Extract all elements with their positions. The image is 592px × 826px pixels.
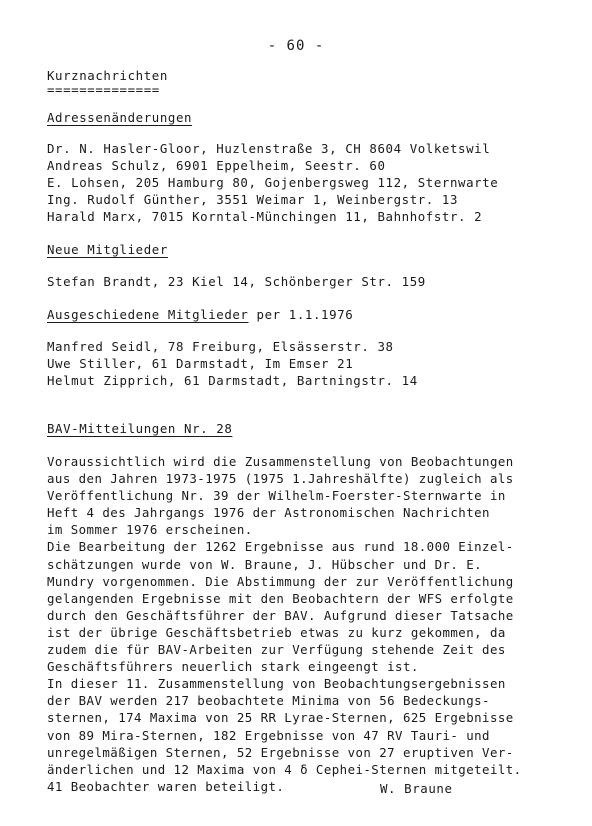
- paragraph-line: Heft 4 des Jahrgangs 1976 der Astronomischen Nachrichten: [47, 505, 490, 521]
- paragraph-line: änderlichen und 12 Maxima von 4 δ Cephei-Sternen mitgeteilt.: [47, 761, 522, 777]
- paragraph-line: von 89 Mira-Sternen, 182 Ergebnisse von 47 RV Tauri- und: [47, 727, 490, 743]
- paragraph-line: unregelmäßigen Sternen, 52 Ergebnisse von 27 eruptiven Ver-: [47, 744, 514, 760]
- bav-paragraph: [47, 453, 575, 795]
- page-number: - 60 -: [267, 38, 325, 54]
- paragraph-line: Die Bearbeitung der 1262 Ergebnisse aus rund 18.000 Einzel-: [47, 539, 514, 555]
- address-line: E. Lohsen, 205 Hamburg 80, Gojenbergsweg 112, Sternwarte: [47, 175, 499, 190]
- paragraph-line: schätzungen wurde von W. Braune, J. Hübscher und Dr. E.: [47, 556, 483, 572]
- bav-title: BAV-Mitteilungen Nr. 28: [47, 421, 233, 436]
- signature: W. Braune: [380, 781, 453, 796]
- left-member-line: Uwe Stiller, 61 Darmstadt, Im Emser 21: [47, 356, 354, 371]
- left-member-line: Manfred Seidl, 78 Freiburg, Elsässerstr. 38: [47, 339, 394, 354]
- paragraph-line: Geschäftsführers neuerlich stark eingeengt ist.: [47, 659, 419, 675]
- new-member-line: Stefan Brandt, 23 Kiel 14, Schönberger Str. 159: [47, 274, 426, 289]
- paragraph-line: aus den Jahren 1973-1975 (1975 1.Jahreshälfte) zugleich als: [47, 471, 514, 487]
- left-member-line: Helmut Zipprich, 61 Darmstadt, Bartningstr. 14: [47, 373, 418, 388]
- address-line: Ing. Rudolf Günther, 3551 Weimar 1, Weinbergstr. 13: [47, 192, 459, 207]
- paragraph-line: In dieser 11. Zusammenstellung von Beobachtungsergebnissen: [47, 676, 506, 692]
- address-line: Dr. N. Hasler-Gloor, Huzlenstraße 3, CH 8604 Volketswil: [47, 141, 491, 156]
- paragraph-line: zudem die für BAV-Arbeiten zur Verfügung stehende Zeit des: [47, 642, 506, 658]
- paragraph-line: gelangenden Ergebnisse mit den Beobachtern der WFS erfolgte: [47, 590, 514, 606]
- left-members-date: per 1.1.1976: [248, 307, 354, 322]
- address-line: Andreas Schulz, 6901 Eppelheim, Seestr. 60: [47, 158, 386, 173]
- left-members-heading: [47, 307, 353, 323]
- paragraph-line: sternen, 174 Maxima von 25 RR Lyrae-Sternen, 625 Ergebnisse: [47, 710, 514, 726]
- paragraph-line: Mundry vorgenommen. Die Abstimmung der zur Veröffentlichung: [47, 573, 514, 589]
- section-heading: Kurznachrichten: [47, 68, 168, 83]
- paragraph-line: Veröffentlichung Nr. 39 der Wilhelm-Foerster-Sternwarte in: [47, 488, 506, 504]
- paragraph-line: 41 Beobachter waren beteiligt.: [47, 778, 285, 794]
- address-line: Harald Marx, 7015 Korntal-Münchingen 11, Bahnhofstr. 2: [47, 209, 483, 224]
- left-members-title: Ausgeschiedene Mitglieder: [47, 307, 249, 322]
- paragraph-line: durch den Geschäftsführer der BAV. Aufgrund dieser Tatsache: [47, 607, 514, 623]
- paragraph-line: im Sommer 1976 erscheinen.: [47, 522, 253, 538]
- paragraph-line: ist der übrige Geschäftsbetrieb etwas zu kurz gekommen, da: [47, 624, 506, 640]
- paragraph-line: der BAV werden 217 beobachtete Minima von 56 Bedeckungs-: [47, 693, 490, 709]
- paragraph-line: Voraussichtlich wird die Zusammenstellung von Beobachtungen: [47, 454, 514, 469]
- heading-rule: ==============: [47, 82, 160, 97]
- addresses-title: Adressenänderungen: [47, 110, 193, 125]
- new-members-title: Neue Mitglieder: [47, 242, 168, 257]
